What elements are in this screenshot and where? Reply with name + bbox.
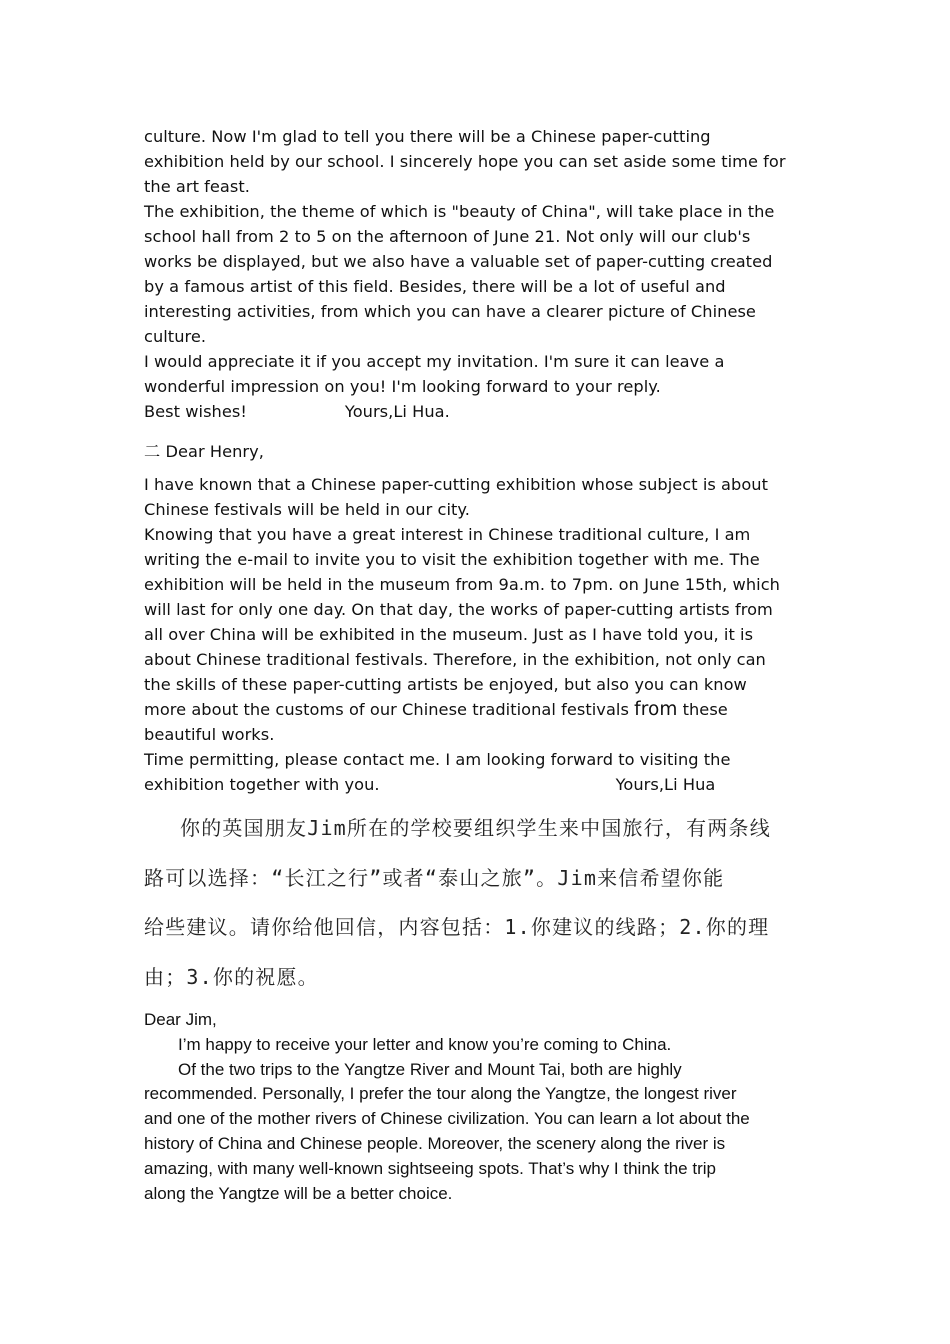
section-number: 二: [144, 442, 161, 461]
signature: Yours,Li Hua: [615, 775, 716, 794]
letter-three: [144, 1008, 814, 1206]
text-run: from: [634, 699, 678, 720]
letter-one-line: I would appreciate it if you accept my invitation. I'm sure it can leave a: [144, 352, 725, 371]
prompt-line: 给些建议。请你给他回信，内容包括：1.你建议的线路；2.你的理: [144, 915, 770, 939]
letter-one-line: culture. Now I'm glad to tell you there will be a Chinese paper-cutting: [144, 127, 711, 146]
letter-two-line: writing the e-mail to invite you to visit the exhibition together with me. The: [144, 550, 760, 569]
letter-two-line: Chinese festivals will be held in our city.: [144, 500, 470, 519]
letter-two-line: I have known that a Chinese paper-cutting exhibition whose subject is about: [144, 475, 769, 494]
prompt-line: 由；3.你的祝愿。: [144, 964, 319, 989]
letter-three-line: recommended. Personally, I prefer the tour along the Yangtze, the longest river: [144, 1084, 737, 1104]
prompt-line: 你的英国朋友Jim所在的学校要组织学生来中国旅行，有两条线: [180, 816, 771, 840]
letter-three-line: along the Yangtze will be a better choice.: [144, 1183, 453, 1203]
letter-one-line: The exhibition, the theme of which is "beauty of China", will take place in the: [144, 202, 775, 221]
prompt-line: 路可以选择：“长江之行”或者“泰山之旅”。Jim来信希望你能: [144, 865, 725, 890]
letter-two-line: all over China will be exhibited in the museum. Just as I have told you, it is: [144, 625, 754, 644]
task-prompt: [144, 804, 814, 1002]
letter-two-heading: [144, 439, 814, 464]
letter-three-line: Of the two trips to the Yangtze River and Mount Tai, both are highly: [178, 1059, 682, 1079]
letter-two-line: the skills of these paper-cutting artists be enjoyed, but also you can know: [144, 675, 747, 694]
letter-two-line: will last for only one day. On that day, the works of paper-cutting artists from: [144, 600, 773, 619]
letter-two-line: Time permitting, please contact me. I am looking forward to visiting the: [144, 750, 731, 769]
letter-one-line: exhibition held by our school. I sincerely hope you can set aside some time for: [144, 152, 786, 171]
letter-three-line: and one of the mother rivers of Chinese civilization. You can learn a lot about the: [144, 1109, 750, 1129]
closing-text: Best wishes!: [144, 402, 247, 421]
letter-one-line: school hall from 2 to 5 on the afternoon of June 21. Not only will our club's: [144, 227, 751, 246]
letter-one-line: by a famous artist of this field. Besides, there will be a lot of useful and: [144, 277, 726, 296]
text-run: exhibition together with you.: [144, 775, 380, 794]
letter-one-line: works be displayed, but we also have a valuable set of paper-cutting created: [144, 252, 773, 271]
letter-two-line: about Chinese traditional festivals. Therefore, in the exhibition, not only can: [144, 650, 766, 669]
greeting: Dear Jim,: [144, 1010, 217, 1029]
letter-three-line: I’m happy to receive your letter and know you’re coming to China.: [178, 1034, 672, 1054]
letter-one: [144, 124, 814, 424]
greeting-line: [144, 439, 814, 464]
letter-two: [144, 472, 814, 797]
text-run: these: [677, 700, 728, 719]
letter-one-line: wonderful impression on you! I'm looking forward to your reply.: [144, 377, 661, 396]
letter-one-line: the art feast.: [144, 177, 250, 196]
letter-two-line: [144, 697, 814, 722]
letter-one-line: interesting activities, from which you can have a clearer picture of Chinese: [144, 302, 756, 321]
letter-one-line: culture.: [144, 327, 207, 346]
letter-one-closing-line: [144, 399, 814, 424]
letter-two-line: Knowing that you have a great interest in Chinese traditional culture, I am: [144, 525, 751, 544]
letter-two-line: exhibition will be held in the museum from 9a.m. to 7pm. on June 15th, which: [144, 575, 780, 594]
letter-two-closing-line: [144, 772, 814, 797]
letter-two-line: beautiful works.: [144, 725, 275, 744]
greeting: Dear Henry,: [165, 442, 264, 461]
text-run: more about the customs of our Chinese traditional festivals: [144, 700, 635, 719]
letter-three-line: history of China and Chinese people. Moreover, the scenery along the river is: [144, 1133, 726, 1153]
letter-three-line: amazing, with many well-known sightseeing spots. That’s why I think the trip: [144, 1158, 716, 1178]
signature: Yours,Li Hua.: [344, 402, 450, 421]
